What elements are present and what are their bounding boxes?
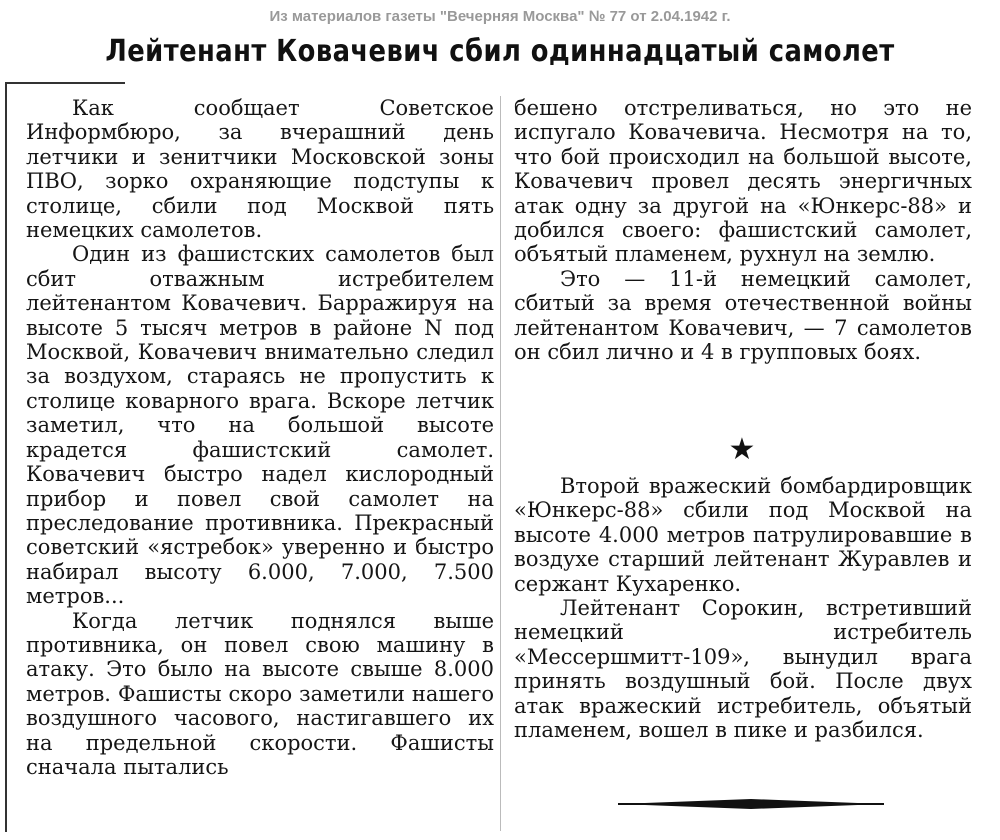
star-separator-icon: ★ (728, 432, 756, 467)
paragraph-3-continued: бешено отстреливаться, но это не испугало Ковачевича. Несмотря на то, что бой происходил на большой высоте, Ковачевич провел десять энергичных атак одну за другой на «Юнкерс-88» и добился своего: фашистский самолет, объятый пламенем, рухнул на землю. (514, 96, 972, 267)
source-caption: Из материалов газеты "Вечерняя Москва" № 77 от 2.04.1942 г. (269, 8, 731, 25)
end-ornament-rule (618, 795, 884, 813)
column-divider (500, 96, 501, 831)
clipping-frame-left (5, 82, 7, 832)
left-column (26, 96, 494, 779)
paragraph-3: Когда летчик поднялся выше противника, он повел свою машину в атаку. Это было на высоте свыше 8.000 метров. Фашисты скоро заметили нашего воздушного часового, настигавшего их на предельной скорости. Фашисты сначала пытались (26, 608, 494, 779)
paragraph-5: Второй вражеский бомбардировщик «Юнкерс-88» сбили под Москвой на высоте 4.000 метров патрулировавшие в воздухе старший лейтенант Журавлев и сержант Кухаренко. (514, 474, 972, 596)
paragraph-6: Лейтенант Сорокин, встретивший немецкий истребитель «Мессершмитт-109», вынудил врага принять воздушный бой. После двух атак вражеский истребитель, объятый пламенем, вошел в пике и разбился. (514, 596, 972, 743)
paragraph-1: Как сообщает Советское Информбюро, за вчерашний день летчики и зенитчики Московской зоны ПВО, зорко охраняющие подступы к столице, сбили под Москвой пять немецких самолетов. (26, 96, 494, 243)
article-headline: Лейтенант Ковачевич сбил одиннадцатый самолет (105, 34, 895, 69)
clipping-frame-top (5, 82, 125, 84)
paragraph-2: Один из фашистских самолетов был сбит отважным истребителем лейтенантом Ковачевич. Барражируя на высоте 5 тысяч метров в районе N под Москвой, Ковачевич внимательно следил за воздухом, стараясь не пропустить к столице коварного врага. Вскоре летчик заметил, что на большой высоте крадется фашистский самолет. Ковачевич быстро надел кислородный прибор и повел свой самолет на преследование противника. Прекрасный советский «ястребок» уверенно и быстро набирал высоту 6.000, 7.000, 7.500 метров... (26, 242, 494, 609)
right-column-top (514, 96, 972, 364)
right-column-bottom (514, 474, 972, 742)
paragraph-4: Это — 11-й немецкий самолет, сбитый за время отечественной войны лейтенантом Ковачевич, — 7 самолетов он сбил лично и 4 в групповых боях. (514, 266, 972, 365)
